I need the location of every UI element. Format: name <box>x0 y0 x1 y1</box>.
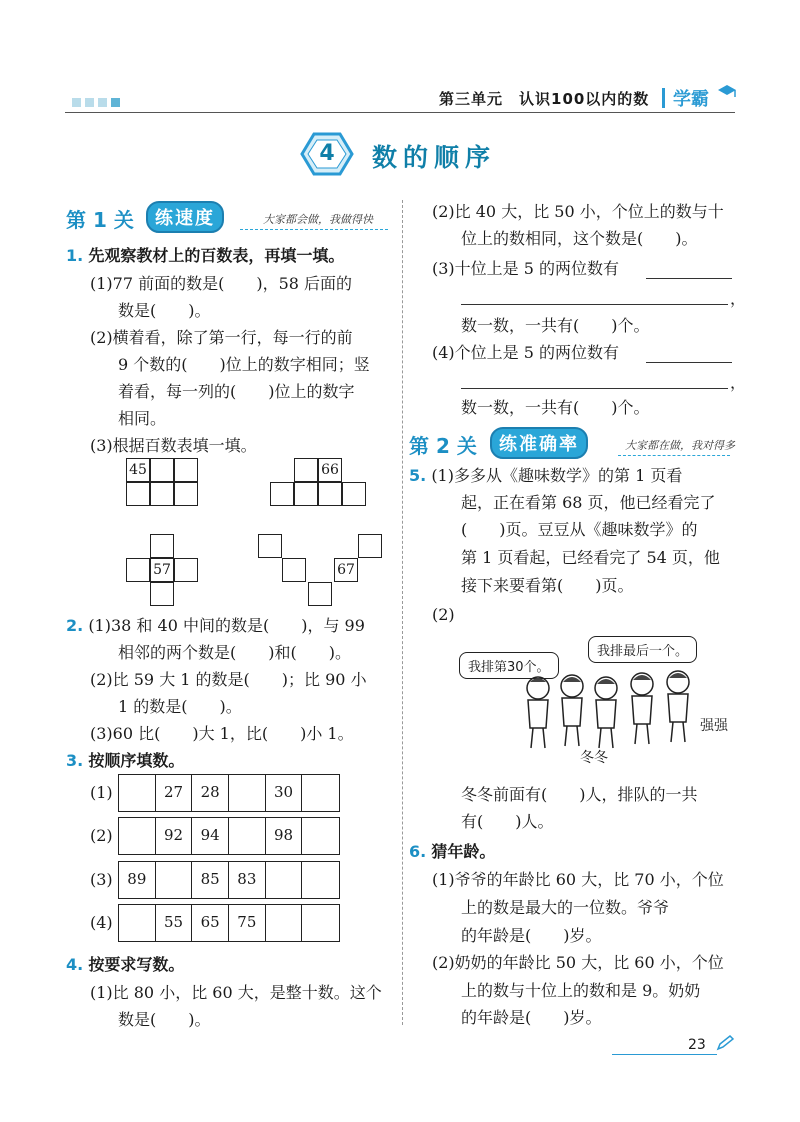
seq-cell: 75 <box>229 905 266 941</box>
graduation-cap-icon <box>716 82 738 98</box>
grid-cell[interactable] <box>150 582 174 606</box>
seq-row-label: (1) <box>90 783 113 802</box>
q6-p2-line2: 上的数与十位上的数和是 9。奶奶 <box>461 981 701 1000</box>
grid-cell[interactable] <box>174 458 198 482</box>
speech-bubble-right: 我排最后一个。 <box>588 636 697 663</box>
header-rule <box>65 112 735 113</box>
page-number: 23 <box>688 1037 706 1053</box>
seq-cell: 92 <box>156 818 193 854</box>
seq-row-label: (2) <box>90 826 113 845</box>
seq-cell[interactable] <box>119 818 156 854</box>
level1-motto: 大家都会做，我做得快 <box>263 213 373 226</box>
q5-p1-line3: ( )页。豆豆从《趣味数学》的 <box>461 520 698 539</box>
grid-cell[interactable] <box>126 482 150 506</box>
seq-cell: 98 <box>266 818 303 854</box>
q4-p4-comma: ， <box>730 373 747 392</box>
seq-cell: 85 <box>192 862 229 898</box>
q1-p1-line1: (1)77 前面的数是( )，58 后面的 <box>90 274 353 293</box>
seq-row-label: (4) <box>90 913 113 932</box>
seq-cell[interactable] <box>302 818 339 854</box>
q1-stem: 1. 先观察教材上的百数表，再填一填。 <box>66 246 345 265</box>
grid-cell[interactable] <box>174 558 198 582</box>
seq-cell[interactable] <box>119 775 156 811</box>
grid-cell: 66 <box>318 458 342 482</box>
seq-cell[interactable] <box>302 905 339 941</box>
q6-p1-line2: 上的数是最大的一位数。爷爷 <box>461 898 670 917</box>
q2-p2-line2: 1 的数是( )。 <box>118 697 242 716</box>
grid-cell: 57 <box>150 558 174 582</box>
grid-cell[interactable] <box>358 534 382 558</box>
grid-cell: 45 <box>126 458 150 482</box>
grid-cell[interactable] <box>174 482 198 506</box>
level2-arrow <box>618 455 730 456</box>
pencil-icon <box>715 1034 735 1052</box>
footer-rule <box>612 1054 717 1055</box>
grid-cell[interactable] <box>270 482 294 506</box>
seq-cell: 28 <box>192 775 229 811</box>
grid-cell[interactable] <box>126 558 150 582</box>
q5-p2-line2: 有( )人。 <box>461 812 554 831</box>
seq-cell[interactable] <box>229 818 266 854</box>
grid-cell[interactable] <box>150 458 174 482</box>
level1-label: 第 1 关 <box>66 208 134 232</box>
q4-p4-line1: (4)个位上是 5 的两位数有 <box>432 343 620 362</box>
seq-cell[interactable] <box>156 862 193 898</box>
q4-p4-count: 数一数，一共有( )个。 <box>461 398 650 417</box>
children-queue-illustration <box>520 670 720 758</box>
answer-line[interactable] <box>461 388 728 389</box>
q5-p2-label: (2) <box>432 605 455 624</box>
grid-cell[interactable] <box>294 482 318 506</box>
seq-row-2 <box>118 817 340 855</box>
seq-row-1 <box>118 774 340 812</box>
grid-cell[interactable] <box>318 482 342 506</box>
q5-p1-line4: 第 1 页看起，已经看完了 54 页，他 <box>461 548 720 567</box>
q2-p2-line1: (2)比 59 大 1 的数是( )；比 90 小 <box>90 670 367 689</box>
grid-cell[interactable] <box>342 482 366 506</box>
q6-p1-line1: (1)爷爷的年龄比 60 大，比 70 小，个位 <box>432 870 724 889</box>
q1-p2-line3: 着看，每一列的( )位上的数字 <box>118 382 355 401</box>
header-decor-square <box>85 98 94 107</box>
unit-title: 第三单元 认识100以内的数 <box>439 90 650 108</box>
q1-p2-line4: 相同。 <box>118 409 167 428</box>
header-decor-square <box>72 98 81 107</box>
seq-cell: 27 <box>156 775 193 811</box>
q1-p2-line1: (2)横着看，除了第一行，每一行的前 <box>90 328 353 347</box>
level1-badge: 练速度 <box>146 201 224 233</box>
q5-p1-line5: 接下来要看第( )页。 <box>461 576 634 595</box>
seq-cell: 55 <box>156 905 193 941</box>
seq-cell[interactable] <box>266 862 303 898</box>
grid-cell[interactable] <box>150 482 174 506</box>
grid-cell[interactable] <box>308 582 332 606</box>
level2-badge: 练准确率 <box>490 427 588 459</box>
q4-p2-line1: (2)比 40 大，比 50 小，个位上的数与十 <box>432 202 724 221</box>
answer-line[interactable] <box>461 304 728 305</box>
q2-p1-line2: 相邻的两个数是( )和( )。 <box>118 643 351 662</box>
q1-p1-line2: 数是( )。 <box>118 301 211 320</box>
q4-p3-count: 数一数，一共有( )个。 <box>461 316 650 335</box>
q4-p3-comma: ， <box>730 289 747 308</box>
level1-arrow <box>240 229 388 230</box>
header-decor-square <box>98 98 107 107</box>
seq-cell: 94 <box>192 818 229 854</box>
q4-p3-line1: (3)十位上是 5 的两位数有 <box>432 259 620 278</box>
q4-p1-line1: (1)比 80 小，比 60 大，是整十数。这个 <box>90 983 382 1002</box>
q2-p1-line1: 2. (1)38 和 40 中间的数是( )，与 99 <box>66 616 365 635</box>
lesson-title: 数的顺序 <box>372 143 497 172</box>
seq-cell[interactable] <box>266 905 303 941</box>
header-decor-square <box>111 98 120 107</box>
q6-p1-line3: 的年龄是( )岁。 <box>461 926 602 945</box>
q6-p2-line3: 的年龄是( )岁。 <box>461 1008 602 1027</box>
seq-row-4 <box>118 904 340 942</box>
grid-cell[interactable] <box>258 534 282 558</box>
seq-cell: 65 <box>192 905 229 941</box>
seq-cell: 89 <box>119 862 156 898</box>
level2-motto: 大家都在做，我对得多 <box>625 439 735 452</box>
seq-cell[interactable] <box>119 905 156 941</box>
q4-p1-line2: 数是( )。 <box>118 1010 211 1029</box>
name-dongdong: 冬冬 <box>580 750 608 766</box>
q5-p2-line1: 冬冬前面有( )人，排队的一共 <box>461 785 698 804</box>
grid-cell[interactable] <box>294 458 318 482</box>
seq-cell[interactable] <box>302 862 339 898</box>
grid-cell[interactable] <box>282 558 306 582</box>
q5-p1-line2: 起，正在看第 68 页，他已经看完了 <box>461 493 716 512</box>
lesson-number: 4 <box>319 141 335 166</box>
seq-cell[interactable] <box>229 775 266 811</box>
q6-stem: 6. 猜年龄。 <box>409 842 496 861</box>
q4-stem: 4. 按要求写数。 <box>66 955 185 974</box>
q6-p2-line1: (2)奶奶的年龄比 50 大，比 60 小，个位 <box>432 953 724 972</box>
level2-label: 第 2 关 <box>409 434 477 458</box>
q1-p3: (3)根据百数表填一填。 <box>90 436 257 455</box>
seq-row-3 <box>118 861 340 899</box>
column-divider <box>402 200 403 1025</box>
answer-line[interactable] <box>646 278 732 279</box>
seq-cell[interactable] <box>302 775 339 811</box>
name-qiangqiang: 强强 <box>700 718 728 734</box>
seq-row-label: (3) <box>90 870 113 889</box>
seq-cell: 83 <box>229 862 266 898</box>
grid-cell: 67 <box>334 558 358 582</box>
answer-line[interactable] <box>646 362 732 363</box>
q3-stem: 3. 按顺序填数。 <box>66 751 185 770</box>
brand-bar <box>662 88 665 108</box>
q5-p1-line1: 5. (1)多多从《趣味数学》的第 1 页看 <box>409 466 683 485</box>
q2-p3: (3)60 比( )大 1，比( )小 1。 <box>90 724 354 743</box>
seq-cell: 30 <box>266 775 303 811</box>
q1-p2-line2: 9 个数的( )位上的数字相同；竖 <box>118 355 370 374</box>
grid-cell[interactable] <box>150 534 174 558</box>
speech-bubble-left: 我排第30个。 <box>459 652 559 679</box>
brand-logo: 学霸 <box>673 89 709 110</box>
q4-p2-line2: 位上的数相同，这个数是( )。 <box>461 229 698 248</box>
